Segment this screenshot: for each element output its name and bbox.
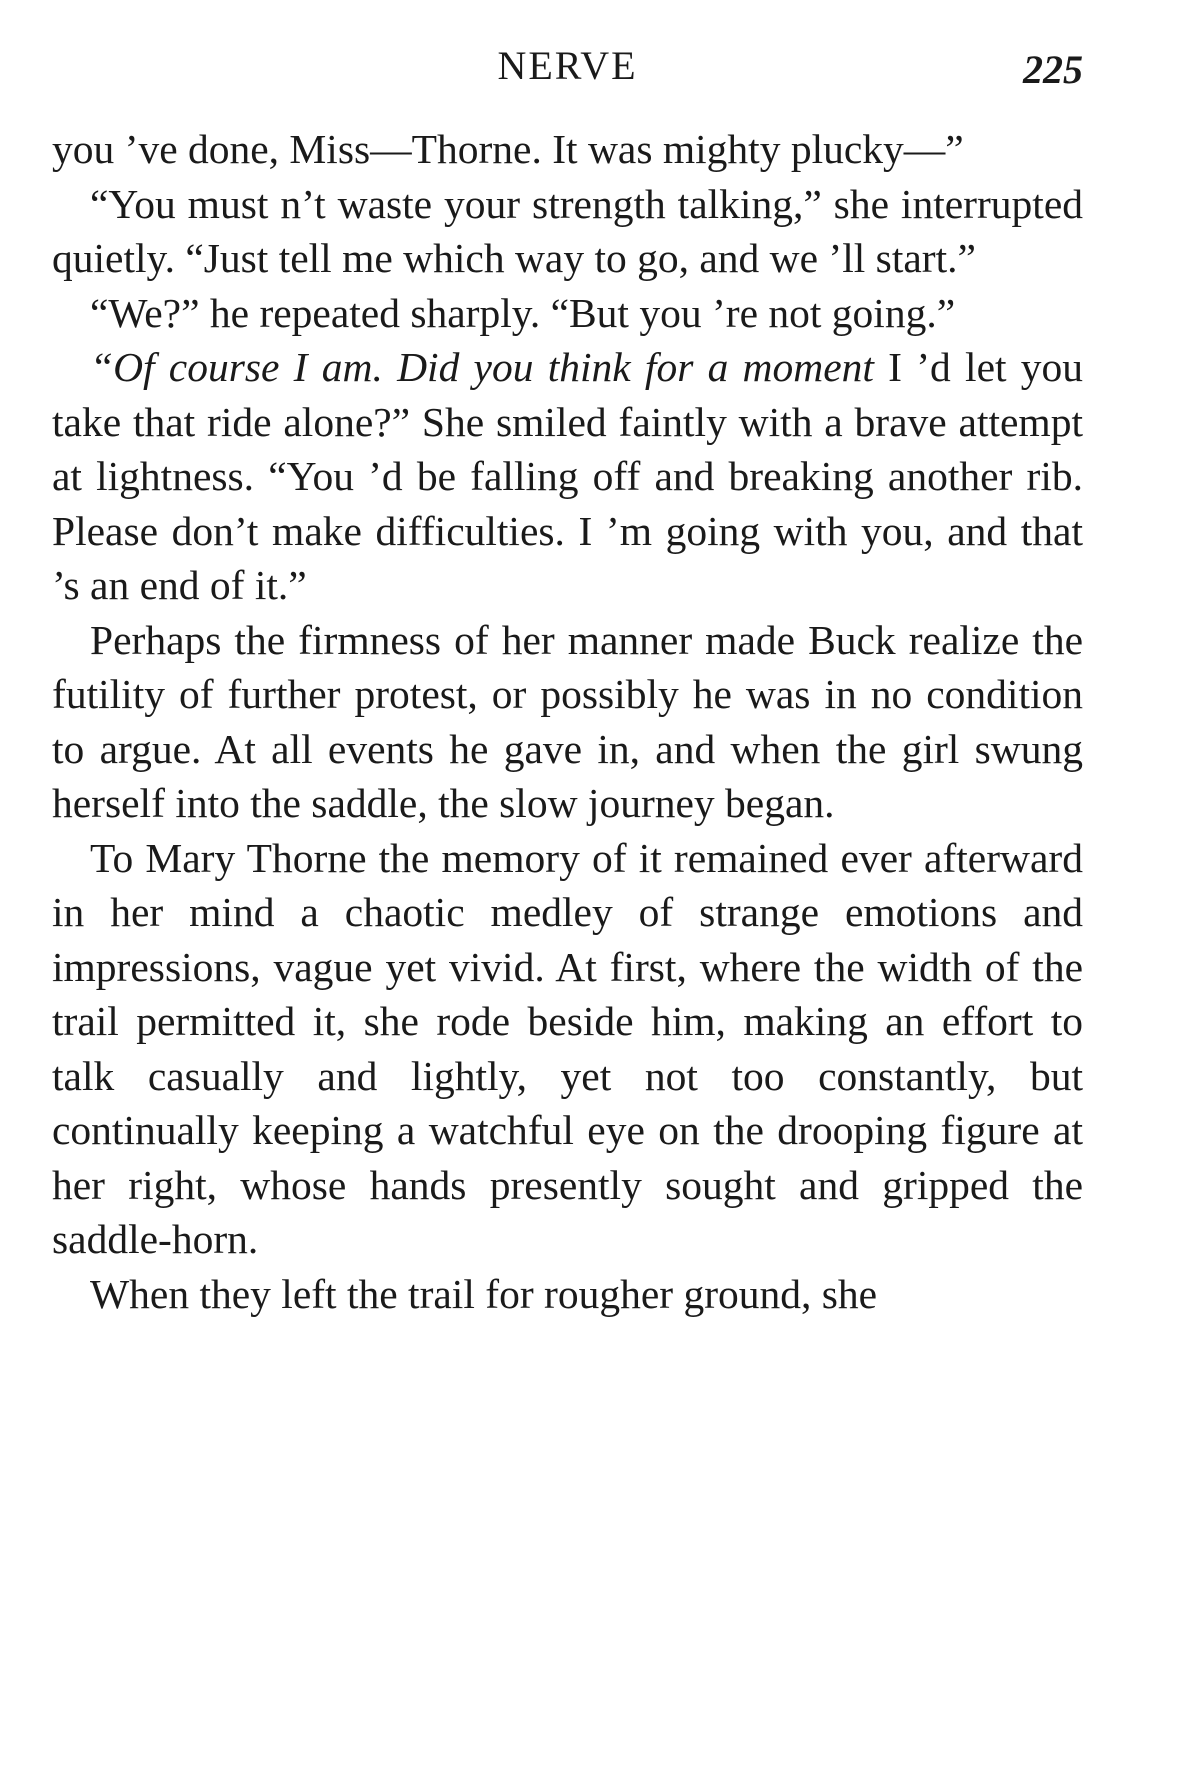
paragraph [52, 340, 1083, 613]
page-header [52, 38, 1083, 94]
paragraph: When they left the trail for rougher ground, she [90, 1270, 878, 1317]
paragraph: To Mary Thorne the memory of it remained ever afterward in her mind a chaotic medley of strange emotions and impressions, vague yet vivid. At first, where the width of the trail permitted it, she rode beside him, making an effort to talk casually and lightly, yet not too constantly, but continually keeping a watchful eye on the drooping figure at her right, whose hands presently sought and gripped the saddle-horn. [52, 834, 1083, 1262]
paragraph: “You must n’t waste your strength talking,” she interrupted quietly. “Just tell me which way to go, and we ’ll start.” [52, 180, 1083, 281]
paragraph-continuation: you ’ve done, Miss—Thorne. It was mighty plucky—” [52, 126, 964, 172]
body-text [52, 122, 1083, 1321]
italic-phrase: “Of course I am. Did you think for a moment [90, 344, 874, 390]
paragraph: “We?” he repeated sharply. “But you ’re not going.” [90, 289, 956, 336]
paragraph-rest: I ’d let you take that ride alone?” She smiled faintly with a brave attempt at lightness. “You ’d be falling off and breaking another rib. Please don’t make difficulties. I ’m going with you, and that ’s an end of it.” [52, 344, 1084, 608]
page-number: 225 [1023, 47, 1083, 92]
paragraph: Perhaps the firmness of her manner made Buck realize the futility of further protest, or possibly he was in no condition to argue. At all events he gave in, and when the girl swung herself into the saddle, the slow journey began. [52, 616, 1083, 826]
running-title: NERVE [497, 43, 638, 88]
